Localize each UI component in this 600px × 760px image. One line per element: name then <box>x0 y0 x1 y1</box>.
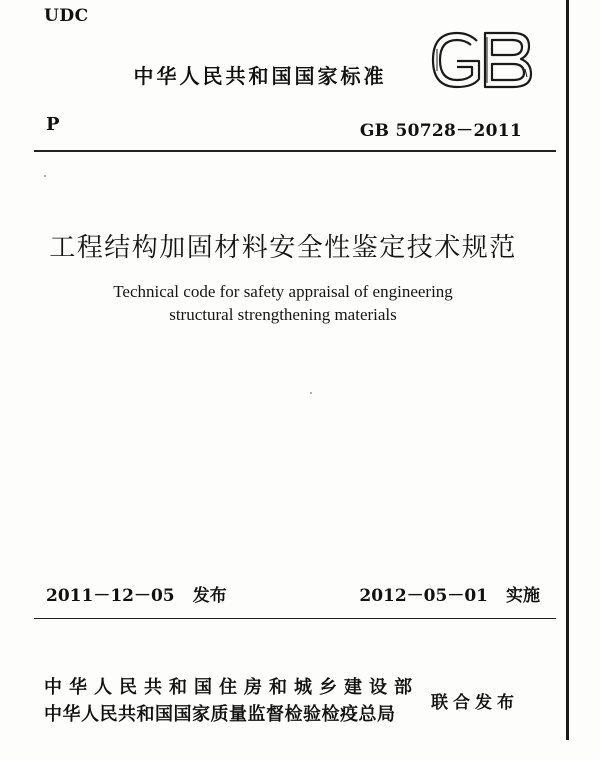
page-edge-border <box>566 0 569 740</box>
effective-label: 实施 <box>506 586 540 606</box>
title-english-line1: Technical code for safety appraisal of engineering <box>113 282 453 301</box>
classification-code: P <box>46 114 60 135</box>
gb-logo-icon <box>429 29 533 91</box>
title-chinese: 工程结构加固材料安全性鉴定技术规范 <box>49 233 517 263</box>
joint-issue-label: 联合发布 <box>431 693 519 713</box>
issue-date: 2011－12－05 <box>46 586 175 606</box>
standard-number: GB 50728－2011 <box>359 121 522 141</box>
effective-date-block <box>359 581 540 606</box>
issuer-ministry: 中华人民共和国住房和城乡建设部 <box>44 677 419 698</box>
scan-speck <box>310 392 312 394</box>
title-english-line2: structural strengthening materials <box>169 305 397 324</box>
issue-date-block <box>46 581 227 606</box>
top-divider <box>34 150 556 152</box>
effective-date: 2012－05－01 <box>359 586 488 606</box>
issue-label: 发布 <box>192 586 227 606</box>
udc-label: UDC <box>44 6 89 26</box>
scan-speck <box>44 175 46 177</box>
bottom-divider <box>34 618 556 619</box>
issuer-aqsiq: 中华人民共和国国家质量监督检验检疫总局 <box>44 704 396 725</box>
standard-type-heading: 中华人民共和国国家标准 <box>133 64 387 88</box>
